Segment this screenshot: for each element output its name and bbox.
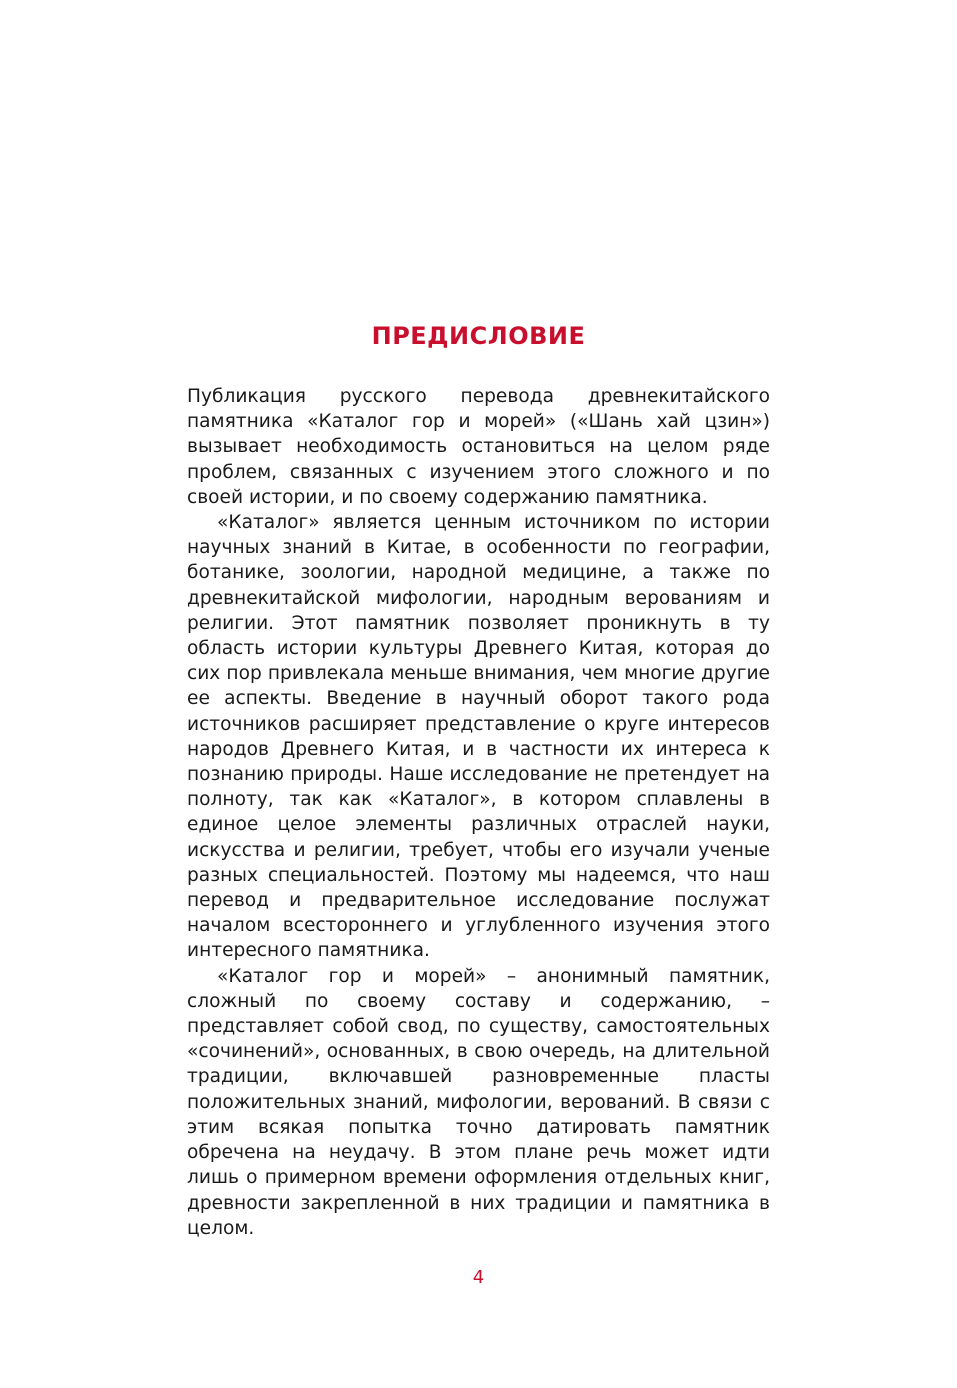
- page-number: 4: [472, 1267, 485, 1288]
- chapter-heading: ПРЕДИСЛОВИЕ: [371, 322, 586, 350]
- paragraph-1: Публикация русского перевода древнекитайского памятника «Каталог гор и морей» («Шань хай цзин») вызывает необходимость остановиться на целом ряде проблем, связанных с изучением этого сложного и по своей истории, и по своему содержанию памятника.: [187, 386, 770, 508]
- paragraph-2: «Каталог» является ценным источником по истории научных знаний в Китае, в особенности по географии, ботанике, зоологии, народной медицине, а также по древнекитайской мифологии, народным верованиям и религии. Этот памятник позволяет проникнуть в ту область истории культуры Древнего Китая, которая до сих пор привлекала меньше внимания, чем многие другие ее аспекты. Введение в научный оборот такого рода источников расширяет представление о круге интересов народов Древнего Китая, и в частности их интереса к познанию природы. Наше исследование не претендует на полноту, так как «Каталог», в котором сплавлены в единое целое элементы различных отраслей науки, искусства и религии, требует, чтобы его изучали ученые разных специальностей. Поэтому мы надеемся, что наш перевод и предварительное исследование послужат началом всестороннего и углубленного изучения этого интересного памятника.: [187, 512, 770, 962]
- body-text: [187, 384, 770, 1241]
- paragraph-3: «Каталог гор и морей» – анонимный памятник, сложный по своему составу и содержанию, – представляет собой свод, по существу, самостоятельных «сочинений», основанных, в свою очередь, на длительной традиции, включавшей разновременные пласты положительных знаний, мифологии, верований. В связи с этим всякая попытка точно датировать памятник обречена на неудачу. В этом плане речь может идти лишь о примерном времени оформления отдельных книг, древности закрепленной в них традиции и памятника в целом.: [187, 965, 770, 1239]
